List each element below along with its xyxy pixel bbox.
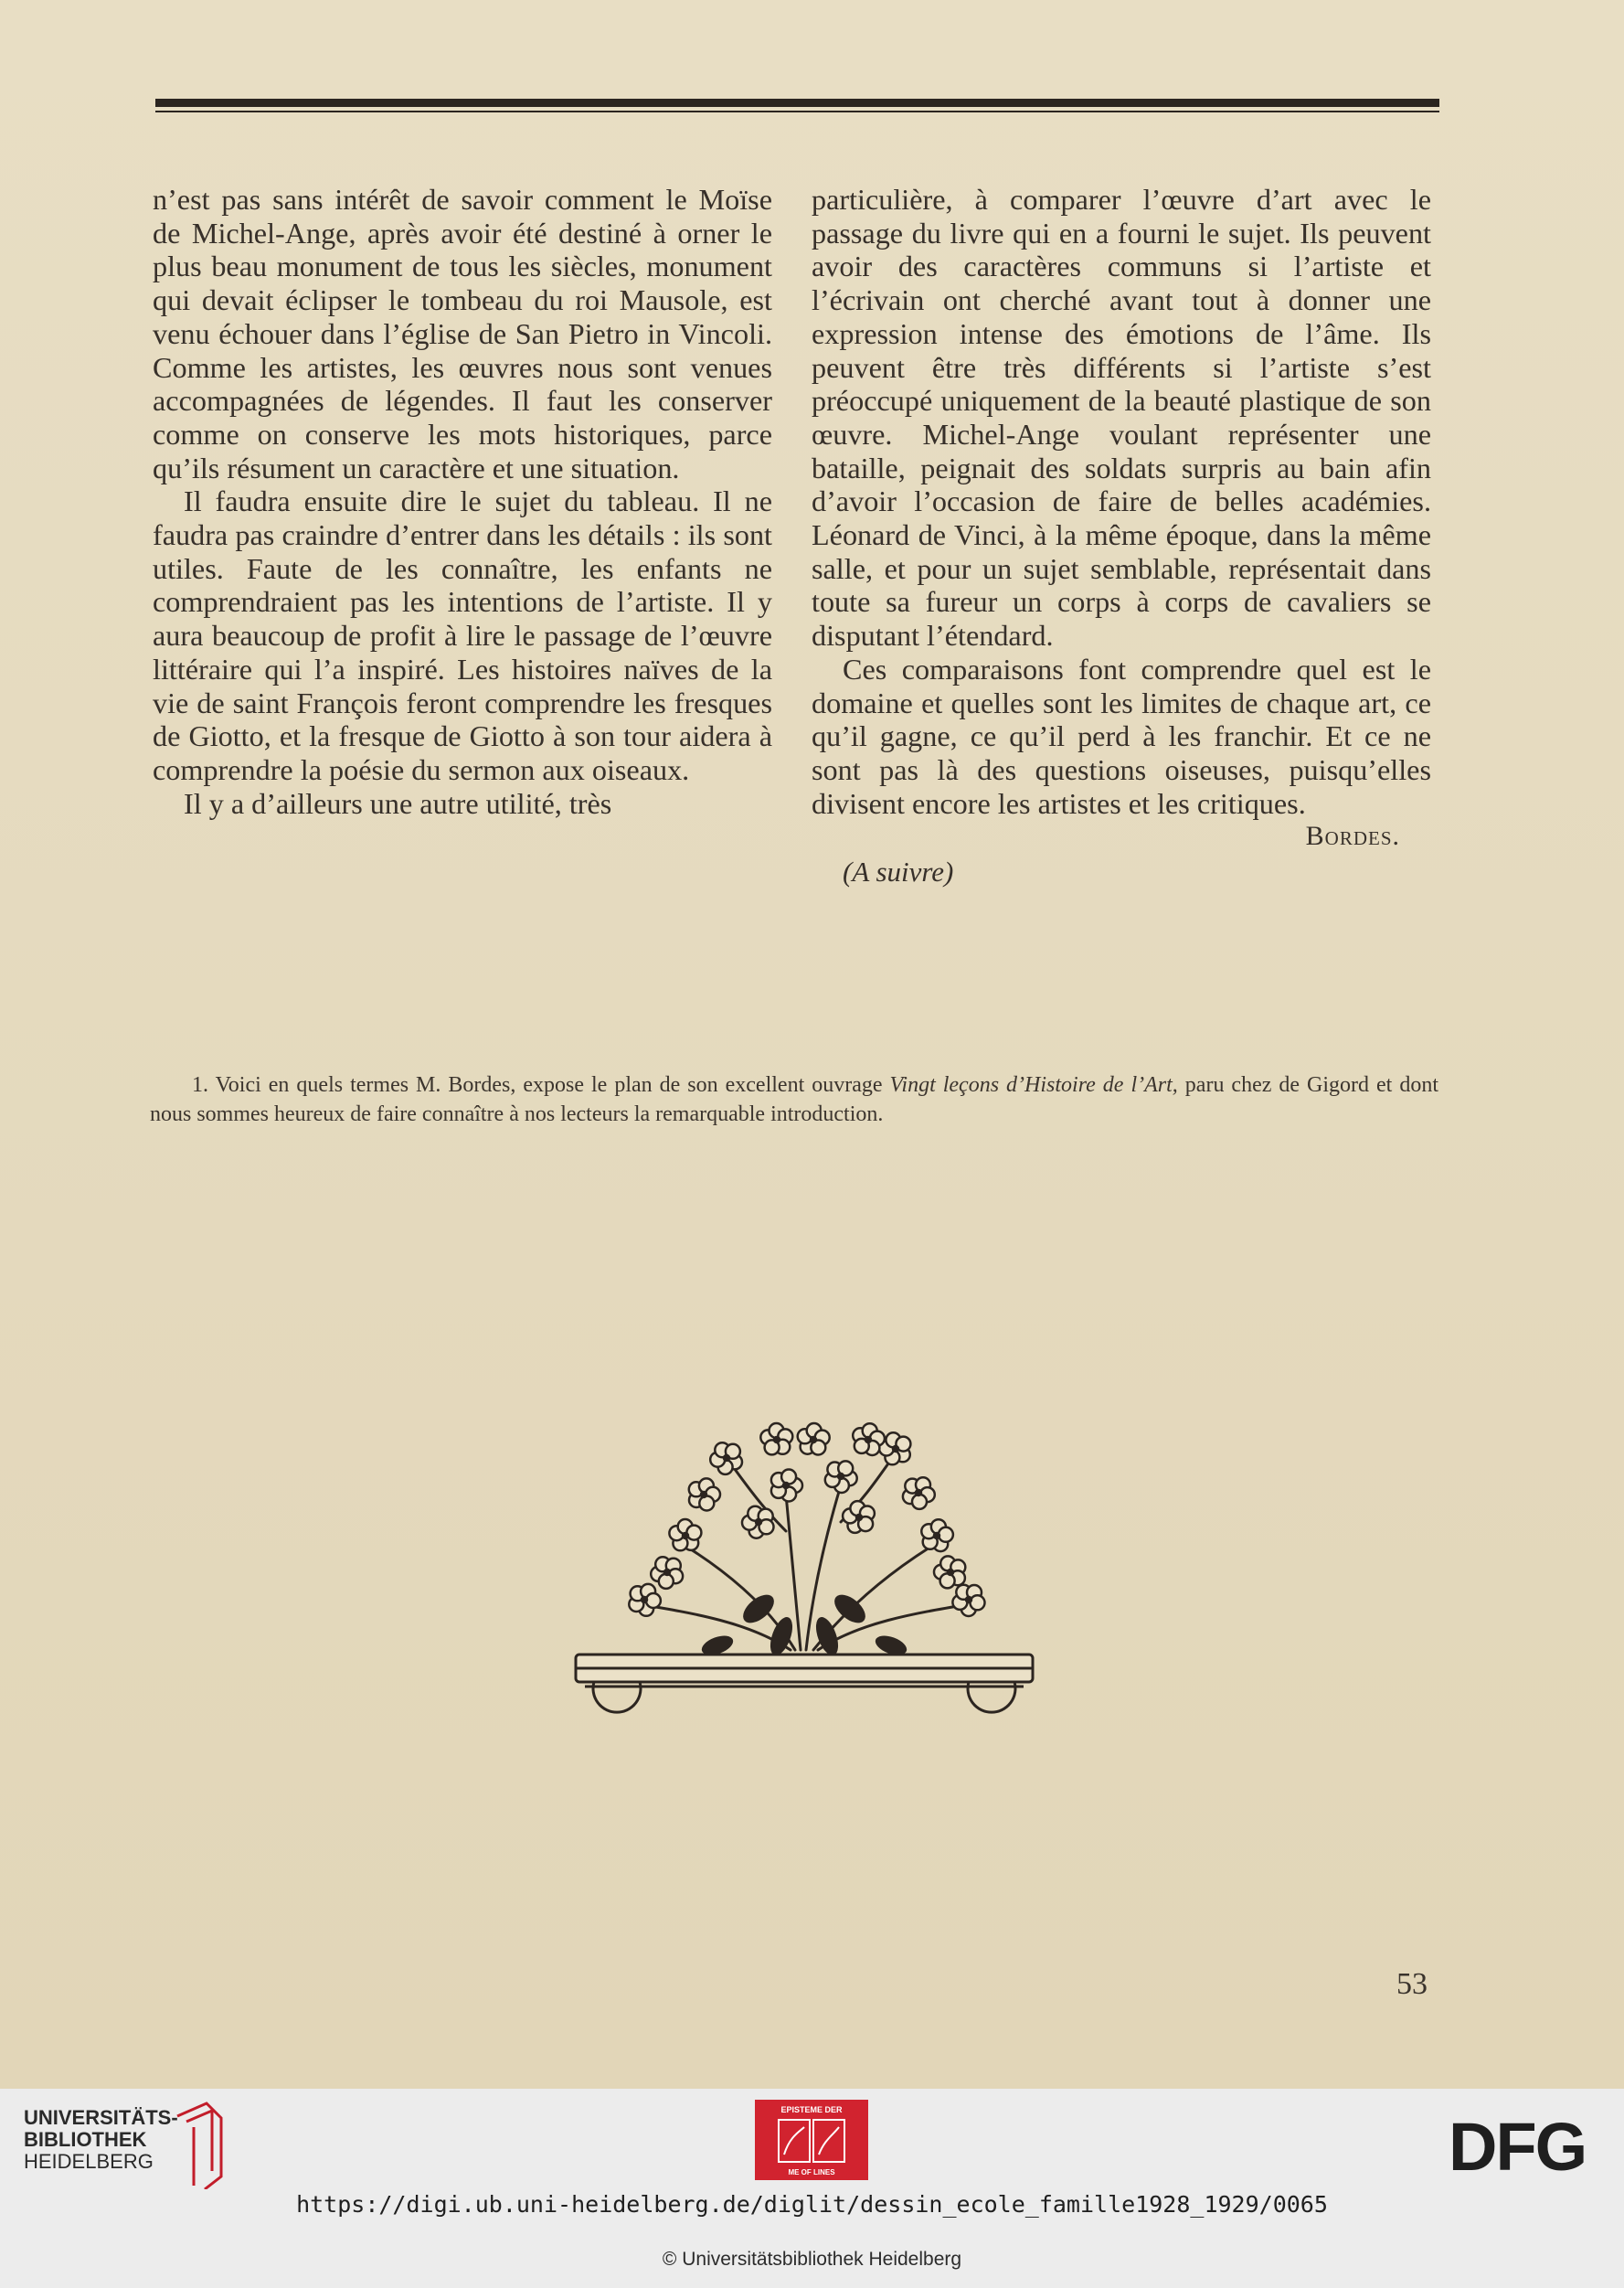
right-paragraph-2: Ces comparaisons font comprendre quel est le domaine et quelles sont les limites de chaque art, ce qu’il gagne, ce qu’il perd à les franchir. Et ce ne sont pas là des questions oiseuses, puisqu’elles divisent encore les artistes et les critiques.	[812, 652, 1431, 820]
left-paragraph-2: Il faudra ensuite dire le sujet du tableau. Il ne faudra pas craindre d’entrer dans les détails : ils sont utiles. Faute de les connaître, les enfants ne comprendraient pas les intentions de l’artiste. Il y aura beaucoup de profit à lire le passage de l’œuvre littéraire qui l’a inspiré. Les histoires naïves de la vie de saint François feront comprendre les fresques de Giotto, et la fresque de Giotto à son tour aidera à comprendre la poésie du sermon aux oiseaux.	[153, 484, 772, 786]
right-paragraph-1: particulière, à comparer l’œuvre d’art avec le passage du livre qui en a fourni le sujet. Ils peuvent avoir des caractères communs si l’artiste et l’écrivain ont cherché avant tout à donner une expression intense des émotions de l’âme. Ils peuvent être très différents si l’artiste s’est préoccupé uniquement de la beauté plastique de son œuvre. Michel-Ange voulant représenter une bataille, peignait des soldats surpris au bain afin d’avoir l’occasion de faire de belles académies. Léonard de Vinci, à la même époque, dans la même salle, et pour un sujet semblable, représentait dans toute sa fureur un corps à corps de cavaliers se disputant l’étendard.	[812, 183, 1431, 653]
header-rule-thick	[155, 99, 1439, 107]
library-line-2: BIBLIOTHEK	[24, 2128, 147, 2151]
blossom-icon	[921, 1519, 953, 1551]
epi-bottom-text: ME OF LINES	[788, 2168, 835, 2176]
blossom-icon	[903, 1477, 935, 1509]
blossom-icon	[771, 1470, 802, 1502]
blossom-icon	[760, 1423, 792, 1454]
blossom-icon	[952, 1585, 984, 1616]
footnote-number: 1.	[192, 1073, 208, 1097]
footnote-text-before: Voici en quels termes M. Bordes, expose le plan de son excellent ouvrage	[215, 1073, 883, 1097]
blossom-icon	[651, 1557, 683, 1589]
library-line-3: HEIDELBERG	[24, 2150, 154, 2173]
header-rule-thin	[155, 111, 1439, 112]
left-paragraph-1: n’est pas sans intérêt de savoir comment le Moïse de Michel-Ange, après avoir été destiné à orner le plus beau monument de tous les siècles, monument qui devait éclipser le tombeau du roi Mausole, est venu échouer dans l’église de San Pietro in Vincoli. Comme les artistes, les œuvres nous sont venues accompagnées de légendes. Il faut les conserver comme on conserve les mots historiques, parce qu’ils résument un caractère et une situation.	[153, 183, 772, 484]
copyright-notice: © Universitätsbibliothek Heidelberg	[662, 2249, 962, 2270]
dfg-logo[interactable]: DFG	[1449, 2109, 1587, 2185]
blossom-icon	[710, 1442, 742, 1474]
blossom-icon	[798, 1423, 830, 1455]
blossom-icon	[689, 1478, 720, 1510]
blossom-icon	[629, 1584, 661, 1616]
university-library-name	[24, 2107, 178, 2173]
left-column	[153, 183, 772, 820]
blossom-icon	[825, 1461, 857, 1493]
blossom-icon	[669, 1519, 701, 1550]
author-signature: Bordes.	[1305, 821, 1400, 852]
permalink-url[interactable]: https://digi.ub.uni-heidelberg.de/diglit/dessin_ecole_famille1928_1929/0065	[296, 2191, 1328, 2218]
footnote-book-title: Vingt leçons d’Histoire de l’Art,	[889, 1073, 1178, 1097]
library-line-1: UNIVERSITÄTS-	[24, 2106, 178, 2129]
episteme-logo[interactable]	[755, 2100, 868, 2180]
footnote	[150, 1070, 1438, 1129]
epi-top-text: EPISTEME DER	[780, 2105, 843, 2114]
right-column	[812, 183, 1431, 889]
blossom-icon	[742, 1506, 774, 1538]
page-number: 53	[1396, 1967, 1428, 2001]
left-paragraph-3: Il y a d’ailleurs une autre utilité, très	[184, 786, 612, 820]
footnote-text-after: paru chez de Gigord et dont nous sommes heureux de faire connaître à nos lecteurs la remarquable introduction.	[150, 1073, 1439, 1126]
blossom-icon	[934, 1556, 965, 1588]
blossom-icon	[853, 1423, 885, 1455]
episteme-mark-icon	[755, 2100, 868, 2180]
blossom-icon	[843, 1501, 875, 1533]
continued-note: (A suivre)	[843, 856, 954, 889]
flower-basket-ornament	[567, 1385, 1042, 1714]
